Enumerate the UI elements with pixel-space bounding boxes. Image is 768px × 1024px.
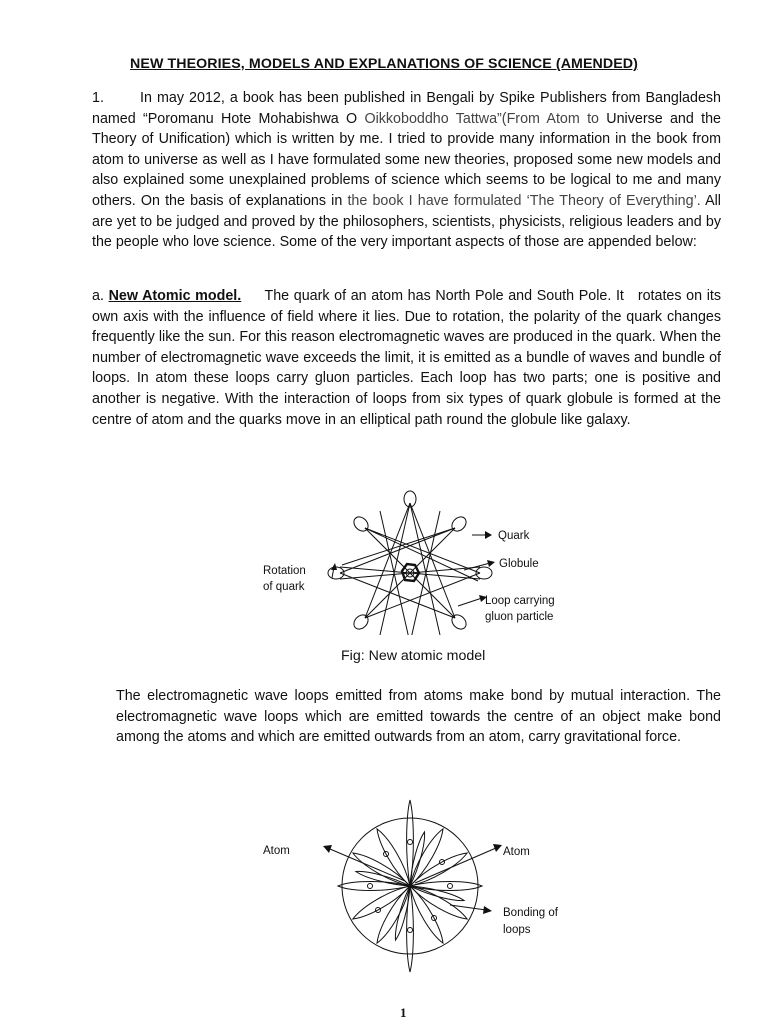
intro-text-a: In may 2012, a book has been published in Bengali by Spike Publishers from Bangladesh named “Poromanu Hote Mohabishwa O	[92, 90, 721, 127]
label-loop-line1: Loop carrying	[485, 595, 555, 607]
label-bonding-line2: loops	[503, 924, 531, 936]
page-number: 1	[400, 1005, 407, 1020]
section-heading: New Atomic model.	[108, 288, 242, 304]
bonding-drawing	[330, 800, 496, 972]
paragraph-atomic-model	[92, 286, 721, 430]
document-title: NEW THEORIES, MODELS AND EXPLANATIONS OF SCIENCE (AMENDED)	[130, 56, 638, 72]
paragraph-loops: The electromagnetic wave loops emitted from atoms make bond by mutual interaction. The electromagnetic wave loops which are emitted towards the centre of an object make bond among the atoms and which are emitted outwards from an atom, carry gravitational force.	[116, 688, 721, 746]
atomic-model-drawing	[328, 491, 492, 635]
paragraph-intro	[92, 88, 721, 253]
label-rotation-line1: Rotation	[263, 565, 306, 577]
label-bonding-line1: Bonding of	[503, 907, 558, 919]
label-atom-left: Atom	[263, 845, 290, 857]
section-prefix: a.	[92, 288, 109, 304]
atomic-model-figure	[250, 490, 580, 635]
bonding-figure	[250, 795, 580, 995]
label-globule: Globule	[499, 558, 539, 570]
paragraph-number: 1.	[92, 90, 104, 106]
intro-text-e: All are yet to be judged and proved by the philosophers, scientists, physicists, religious leaders and by the people who love science. Some of the very important aspects of those are appended below:	[92, 192, 721, 251]
atomic-model-text: The quark of an atom has North Pole and South Pole. It rotates on its own axis with the influence of field where it lies. Due to rotation, the polarity of the quark changes frequently like the sun. For this reason electromagnetic waves are produced in the quark. When the number of electromagnetic wave exceeds the limit, it is emitted as a bundle of waves and bundle of loops. In atom these loops carry gluon particles. Each loop has two parts; one is positive and another is negative. With the interaction of loops from six types of quark globule is formed at the centre of atom and the quarks move in an elliptical path round the globule like galaxy.	[92, 288, 722, 428]
intro-text-d: the book I have formulated ‘The Theory of Everything’.	[347, 192, 701, 209]
label-quark: Quark	[498, 530, 530, 542]
figure-caption: Fig: New atomic model	[341, 648, 486, 664]
label-atom-right: Atom	[503, 846, 530, 858]
intro-text-b: Oikkoboddho Tattwa”(From Atom to	[364, 110, 599, 127]
intro-text-c: Universe and the Theory of Unification) which is written by me. I tried to provide many information in the book from atom to universe as well as I have formulated some new theories, proposed some new models and also explained some unexplained problems of science which seems to be logical to me and many others. On the basis of explanations in	[92, 110, 721, 209]
label-rotation-line2: of quark	[263, 581, 305, 593]
label-loop-line2: gluon particle	[485, 611, 554, 623]
